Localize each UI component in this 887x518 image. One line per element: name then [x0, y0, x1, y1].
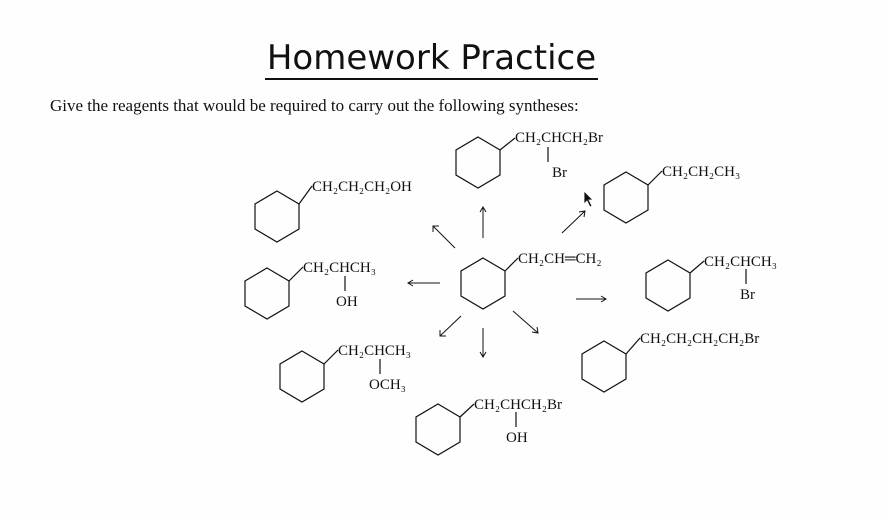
- left-label: CH₂CHCH₃: [303, 260, 376, 276]
- arrow-up-left: [433, 226, 455, 248]
- left-ring: [245, 268, 289, 319]
- arrow-down: [480, 328, 486, 357]
- lower-right-label: CH₂CH₂CH₂CH₂Br: [640, 331, 760, 347]
- bottom-label: CH₂CHCH₂Br: [474, 397, 562, 413]
- lower-left-label: CH₂CHCH₃: [338, 343, 411, 359]
- lower-left-ring: [280, 351, 324, 402]
- left-sub: OH: [336, 294, 358, 310]
- arrow-up: [480, 207, 486, 238]
- top-right-label: CH₂CH₂CH₃: [662, 164, 741, 180]
- center-label: CH₂CH═CH₂: [518, 251, 602, 267]
- upper-left-label: CH₂CH₂CH₂OH: [312, 179, 412, 195]
- instructions-text: Give the reagents that would be required to carry out the following syntheses:: [50, 96, 579, 115]
- center-bond: [505, 258, 518, 271]
- mouse-cursor-icon: [583, 190, 595, 208]
- right-label: CH₂CHCH₃: [704, 254, 777, 270]
- arrow-down-left: [440, 316, 461, 336]
- bottom-sub: OH: [506, 430, 528, 446]
- top-ring: [456, 137, 500, 188]
- right-ring: [646, 260, 690, 311]
- center-ring: [461, 258, 505, 309]
- top-label: CH₂CHCH₂Br: [515, 130, 603, 146]
- arrow-down-right: [513, 311, 538, 333]
- lower-left-sub: OCH₃: [369, 377, 406, 393]
- slide-title: Homework Practice: [266, 38, 597, 78]
- top-right-ring: [604, 172, 648, 223]
- right-sub: Br: [740, 287, 755, 303]
- lower-right-ring: [582, 341, 626, 392]
- bottom-ring: [416, 404, 460, 455]
- arrow-left: [408, 280, 440, 286]
- arrow-up-right: [562, 211, 585, 233]
- arrow-right: [576, 296, 606, 302]
- top-sub: Br: [552, 165, 567, 181]
- upper-left-ring: [255, 191, 299, 242]
